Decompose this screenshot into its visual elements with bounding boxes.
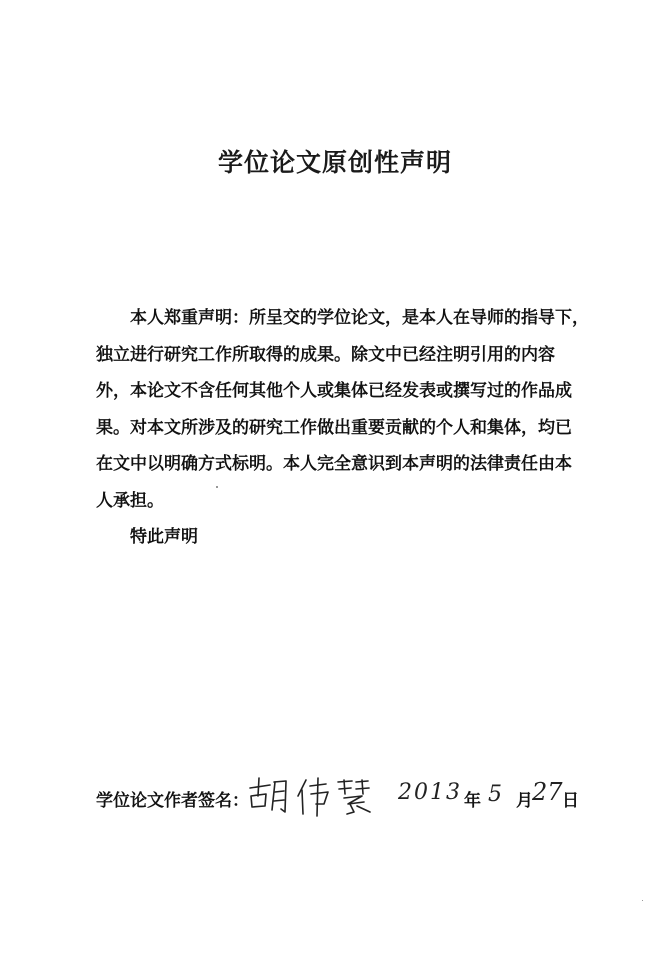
signature-label: 学位论文作者签名： <box>96 791 249 811</box>
paragraph-line: 外，本论文不含任何其他个人或集体已经发表或撰写过的作品成 <box>96 381 572 401</box>
declaration-paragraph <box>96 300 589 519</box>
scan-speck <box>642 900 643 901</box>
date-month-unit: 月 <box>516 791 533 811</box>
date-year: 2013 <box>398 780 462 805</box>
date-day-unit: 日 <box>562 791 579 811</box>
paragraph-line: 本人郑重声明：所呈交的学位论文，是本人在导师的指导下， <box>130 308 589 328</box>
paragraph-line: 果。对本文所涉及的研究工作做出重要贡献的个人和集体，均已 <box>96 417 572 438</box>
signature-section <box>96 778 616 828</box>
paragraph-line: 独立进行研究工作所取得的成果。除文中已经注明引用的内容 <box>96 344 555 365</box>
date-day: 27 <box>532 778 563 806</box>
date-year-unit: 年 <box>464 791 481 811</box>
handwritten-signature <box>244 772 384 818</box>
scan-speck <box>216 486 218 488</box>
date-month: 5 <box>488 782 502 807</box>
document-title: 学位论文原创性声明 <box>217 148 452 177</box>
paragraph-line: 人承担。 <box>96 490 164 511</box>
paragraph-line: 在文中以明确方式标明。本人完全意识到本声明的法律责任由本 <box>96 454 572 474</box>
closing-statement: 特此声明 <box>130 527 198 547</box>
